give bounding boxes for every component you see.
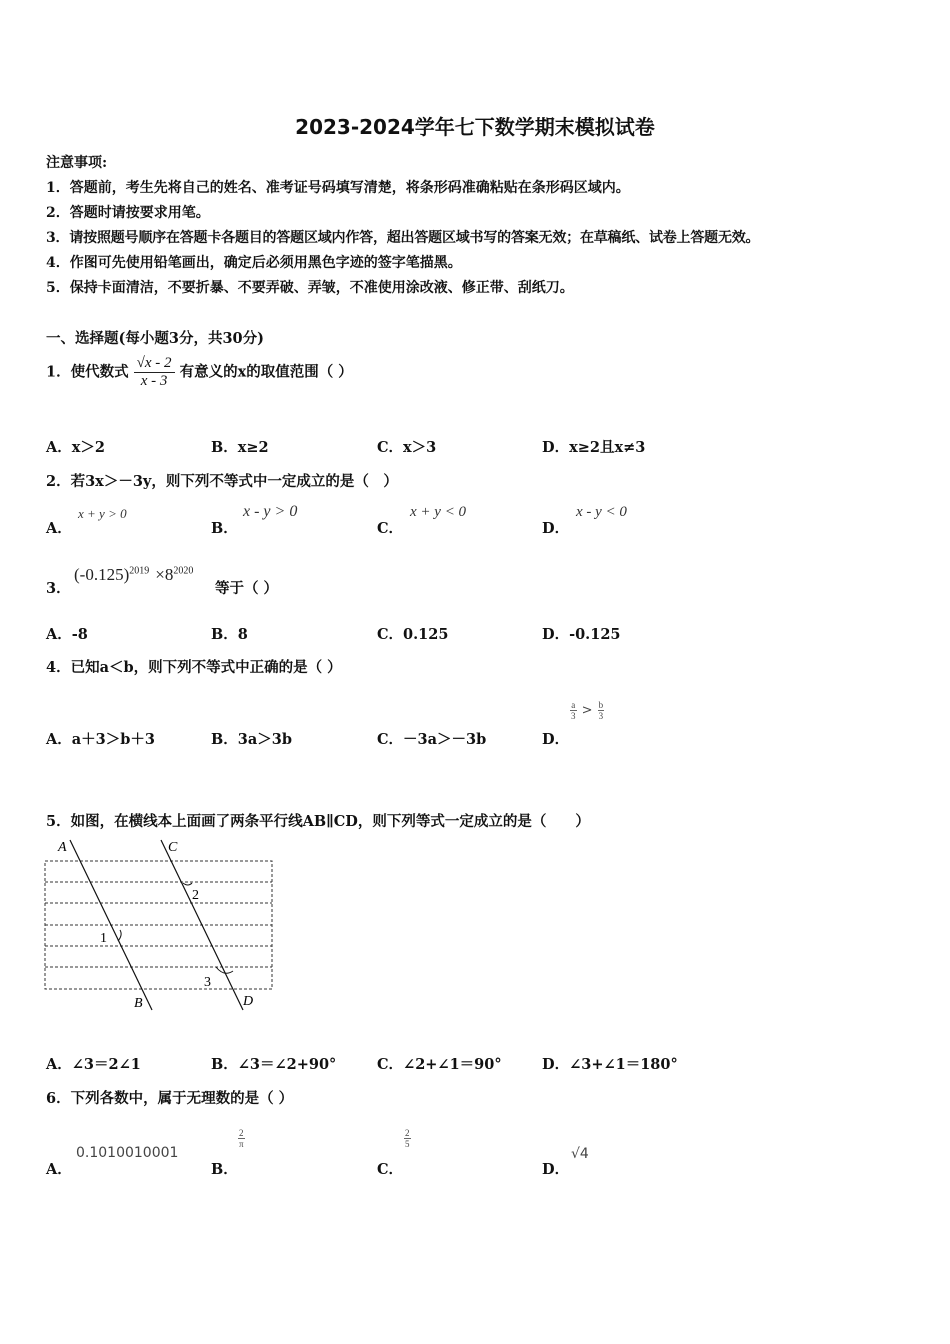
q6-value-a: 0.1010010001	[76, 1145, 179, 1161]
q6-option-d[interactable]	[542, 1158, 569, 1179]
q3-times: ×8	[155, 565, 174, 584]
q4-d-expression	[570, 700, 604, 723]
q5-option-a[interactable]: A．∠3＝2∠1	[46, 1056, 141, 1073]
q1-option-d[interactable]: D．x≥2且x≠3	[542, 439, 646, 456]
question-3-number: 3．	[46, 580, 71, 597]
q2-option-a[interactable]	[46, 517, 72, 538]
q3-option-c[interactable]: C．0.125	[377, 626, 449, 643]
q3-exponent-1: 2019	[129, 565, 150, 577]
q4-d-den-2: 3	[598, 711, 604, 721]
label-d: D	[243, 994, 254, 1009]
label-angle-1: 1	[100, 931, 107, 946]
label-angle-2: 2	[192, 888, 199, 903]
label-a: A	[58, 840, 67, 855]
q1-suffix: 有意义的x的取值范围（ ）	[179, 363, 353, 381]
question-2: 2．若3x＞－3y，则下列不等式中一定成立的是（ ）	[46, 473, 398, 490]
q6-label-a: A．	[46, 1161, 72, 1178]
label-b: B	[134, 996, 143, 1011]
q6-option-a[interactable]	[46, 1158, 72, 1179]
q5-option-d[interactable]: D．∠3+∠1＝180°	[542, 1056, 678, 1073]
q2-expr-d: x - y < 0	[576, 504, 627, 520]
q1-denominator: x - 3	[140, 373, 168, 389]
q1-option-b[interactable]: B．x≥2	[211, 439, 269, 456]
q2-label-a: A．	[46, 520, 72, 537]
q2-label-b: B．	[211, 520, 238, 537]
q2-label-d: D．	[542, 520, 570, 537]
q5-figure	[40, 835, 280, 1015]
notice-item-5: 5．保持卡面清洁，不要折暴、不要弄破、弄皱，不准使用涂改液、修正带、刮纸刀。	[46, 280, 574, 296]
notice-item-2: 2．答题时请按要求用笔。	[46, 205, 210, 221]
q3-option-d[interactable]: D．-0.125	[542, 626, 621, 643]
q2-option-b[interactable]	[211, 517, 238, 538]
q4-d-den-1: 3	[571, 711, 576, 721]
question-4: 4．已知a＜b，则下列不等式中正确的是（ ）	[46, 659, 342, 676]
q6-label-c: C．	[377, 1161, 404, 1178]
page-title: 2023-2024学年七下数学期末模拟试卷	[295, 115, 655, 139]
q6-label-b: B．	[211, 1161, 238, 1178]
q4-option-a[interactable]: A．a＋3＞b＋3	[46, 731, 155, 748]
q1-option-c[interactable]: C．x＞3	[377, 439, 437, 456]
q1-option-a[interactable]: A．x＞2	[46, 439, 105, 456]
q4-d-num-2: b	[598, 700, 604, 710]
q1-prefix: 1．使代数式	[46, 363, 129, 381]
q4-d-gt: >	[581, 703, 593, 718]
q2-label-c: C．	[377, 520, 404, 537]
q1-fraction	[134, 355, 175, 390]
q6-c-fraction	[404, 1128, 411, 1149]
question-3-expression	[74, 565, 193, 585]
label-angle-3: 3	[204, 975, 211, 990]
q6-b-den: π	[239, 1139, 244, 1149]
notice-item-4: 4．作图可先使用铅笔画出，确定后必须用黑色字迹的签字笔描黑。	[46, 255, 462, 271]
q2-expr-b: x - y > 0	[243, 503, 298, 520]
q5-option-b[interactable]: B．∠3＝∠2+90°	[211, 1056, 337, 1073]
notice-item-1: 1．答题前，考生先将自己的姓名、准考证号码填写清楚，将条形码准确粘贴在条形码区域内。	[46, 180, 630, 196]
angle-2-arc	[183, 883, 192, 885]
q6-option-c[interactable]	[377, 1158, 403, 1179]
q6-value-d: √4	[571, 1146, 589, 1162]
q3-suffix: 等于（ ）	[215, 580, 279, 597]
q4-d-num-1: a	[571, 700, 576, 710]
q6-b-fraction	[238, 1128, 245, 1149]
q2-option-c[interactable]	[377, 517, 403, 538]
q6-c-num: 2	[405, 1128, 410, 1138]
notice-heading: 注意事项:	[46, 155, 108, 171]
q5-ruled-lines	[45, 861, 272, 989]
q4-d-fraction-2	[598, 700, 605, 721]
q6-b-num: 2	[239, 1128, 244, 1138]
question-6: 6．下列各数中，属于无理数的是（ ）	[46, 1090, 294, 1107]
q6-label-d: D．	[542, 1161, 570, 1178]
q3-option-b[interactable]: B．8	[211, 626, 248, 643]
q2-option-d[interactable]	[542, 517, 569, 538]
q1-numerator: √x - 2	[134, 355, 175, 373]
question-5: 5．如图，在横线本上面画了两条平行线AB∥CD，则下列等式一定成立的是（ ）	[46, 813, 590, 830]
q3-exponent-2: 2020	[173, 565, 194, 577]
q6-c-den: 5	[405, 1139, 410, 1149]
q4-option-c[interactable]: C．－3a＞－3b	[377, 731, 487, 748]
q4-option-d[interactable]: D．	[542, 731, 570, 748]
q6-fraction-b	[238, 1128, 245, 1151]
label-c: C	[168, 840, 178, 855]
q3-base: (-0.125)	[74, 565, 130, 584]
q3-option-a[interactable]: A．-8	[46, 626, 88, 643]
q2-expr-a: x + y > 0	[78, 506, 127, 521]
q4-option-b[interactable]: B．3a＞3b	[211, 731, 292, 748]
q5-option-c[interactable]: C．∠2+∠1＝90°	[377, 1056, 502, 1073]
section-heading: 一、选择题(每小题3分，共30分)	[46, 330, 264, 347]
q6-fraction-c	[404, 1128, 411, 1151]
notice-item-3: 3．请按照题号顺序在答题卡各题目的答题区域内作答，超出答题区域书写的答案无效；在草稿纸、试卷上答题无效。	[46, 230, 760, 246]
question-1	[46, 355, 353, 390]
q4-d-fraction-1	[570, 700, 577, 721]
q6-option-b[interactable]	[211, 1158, 238, 1179]
q2-expr-c: x + y < 0	[410, 504, 467, 520]
